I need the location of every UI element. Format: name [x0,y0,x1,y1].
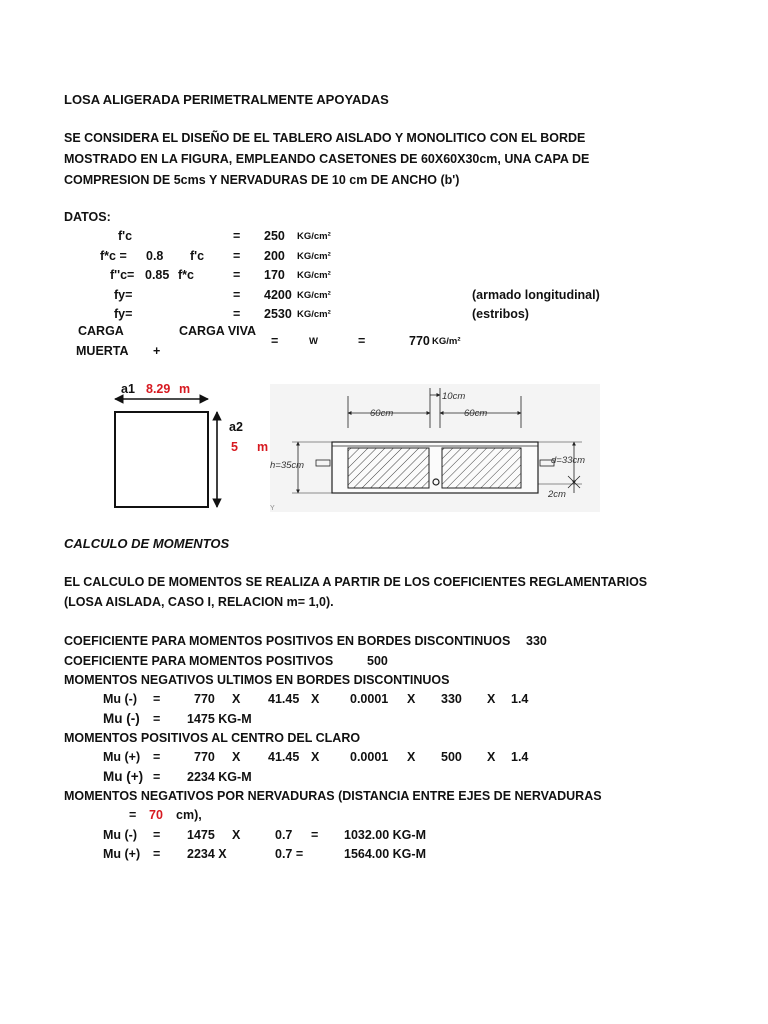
pos-heading: MOMENTOS POSITIVOS AL CENTRO DEL CLARO [64,731,361,745]
intro-line-1: SE CONSIDERA EL DISEÑO DE EL TABLERO AISLADO Y MONOLITICO CON EL BORDE [64,131,586,145]
coef-pos-label: COEFICIENTE PARA MOMENTOS POSITIVOS [64,654,334,668]
coef-pos-disc-label: COEFICIENTE PARA MOMENTOS POSITIVOS EN BORDES DISCONTINUOS [64,634,511,648]
dim-60b-label: 60cm [464,408,488,419]
momentos-heading: CALCULO DE MOMENTOS [64,536,230,551]
cover-label: 2cm [548,489,566,500]
a1-unit: m [179,382,191,396]
a2-label: a2 [229,420,243,434]
h-label: h=35cm [270,460,305,471]
a1-label: a1 [121,382,135,396]
intro-line-3: COMPRESION DE 5cms Y NERVADURAS DE 10 cm DE ANCHO (b') [64,173,460,187]
a1-value: 8.29 [146,382,171,396]
datos-heading: DATOS: [64,210,111,224]
dim-10-label: 10cm [442,391,466,402]
intro-line-2: MOSTRADO EN LA FIGURA, EMPLEANDO CASETONES DE 60X60X30cm, UNA CAPA DE [64,152,590,166]
a2-unit: m [257,440,269,454]
page-title: LOSA ALIGERADA PERIMETRALMENTE APOYADAS [64,92,389,107]
axis-tick-label: Y [270,505,275,512]
neg-heading: MOMENTOS NEGATIVOS ULTIMOS EN BORDES DISCONTINUOS [64,673,450,687]
dim-60a-label: 60cm [370,408,394,419]
nerv-heading: MOMENTOS NEGATIVOS POR NERVADURAS (DISTANCIA ENTRE EJES DE NERVADURAS [64,789,602,803]
panel-outline [115,412,208,507]
d-label: d=33cm [551,455,586,466]
a2-value: 5 [231,440,238,454]
caseton-left [348,448,429,488]
caseton-right [442,448,521,488]
momentos-text-1: EL CALCULO DE MOMENTOS SE REALIZA A PARTIR DE LOS COEFICIENTES REGLAMENTARIOS [64,575,648,589]
coef-pos-value: 500 [367,654,388,668]
momentos-text-2: (LOSA AISLADA, CASO I, RELACION m= 1,0). [64,595,334,609]
coef-pos-disc-value: 330 [526,634,547,648]
panel-sketch [100,390,240,520]
